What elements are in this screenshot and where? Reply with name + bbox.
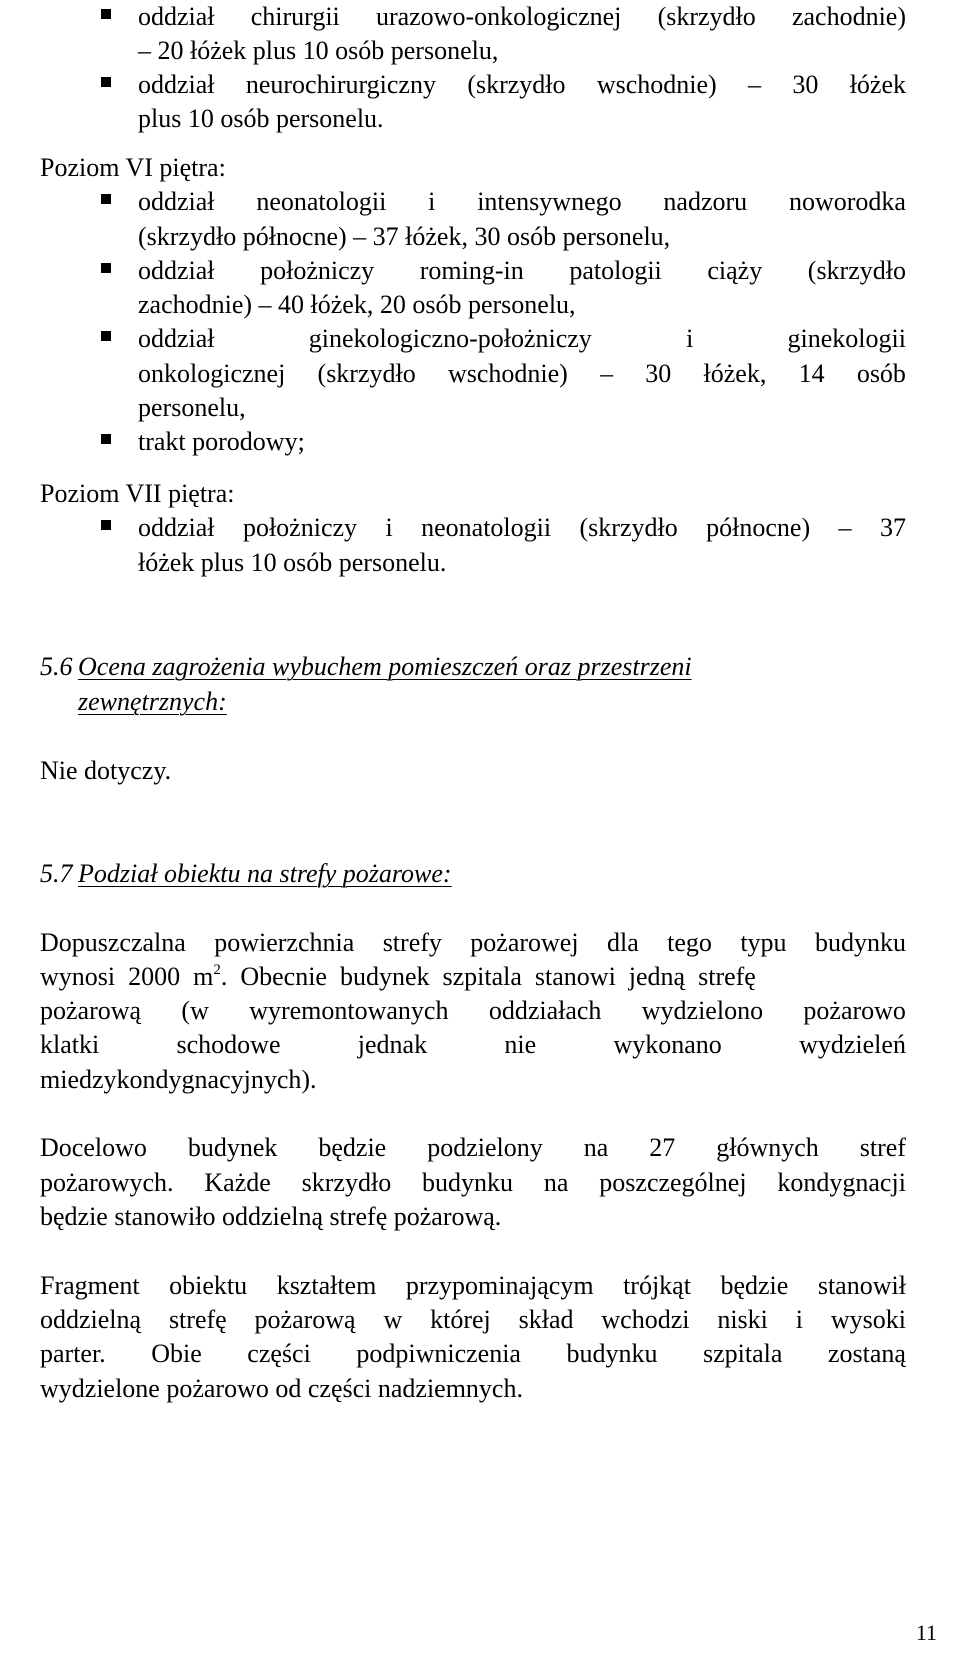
word: skład bbox=[518, 1305, 574, 1334]
word: – bbox=[838, 513, 852, 542]
word: powierzchnia bbox=[214, 928, 355, 957]
list-item-line: łóżek plus 10 osób personelu. bbox=[138, 548, 447, 577]
word: chirurgii bbox=[250, 2, 340, 31]
word: stref bbox=[859, 1133, 906, 1162]
word: onkologicznej bbox=[138, 359, 286, 388]
word: oddział bbox=[138, 2, 215, 31]
word: obiektu bbox=[169, 1271, 248, 1300]
text-span: . Obecnie budynek szpitala stanowi jedną strefę bbox=[220, 962, 756, 991]
list-item-line bbox=[138, 0, 906, 34]
word: oddział bbox=[138, 187, 215, 216]
word: wydzielono bbox=[641, 996, 764, 1025]
word: położniczy bbox=[260, 256, 375, 285]
word: trójkąt bbox=[623, 1271, 691, 1300]
word: budynku bbox=[566, 1339, 658, 1368]
list-item-line: personelu, bbox=[138, 393, 246, 422]
text-span: wynosi 2000 m bbox=[40, 962, 214, 991]
word: Każde bbox=[204, 1168, 271, 1197]
word: intensywnego bbox=[477, 187, 622, 216]
word: strefy bbox=[382, 928, 442, 957]
word: łóżek bbox=[849, 70, 906, 99]
word: w bbox=[383, 1305, 403, 1334]
word: i bbox=[385, 513, 393, 542]
word: noworodka bbox=[788, 187, 906, 216]
paragraph-line bbox=[40, 1303, 906, 1337]
word: urazowo-onkologicznej bbox=[375, 2, 622, 31]
word: północne) bbox=[706, 513, 811, 542]
list-item-line: – 20 łóżek plus 10 osób personelu, bbox=[138, 36, 499, 65]
word: położniczy bbox=[242, 513, 358, 542]
page-number: 11 bbox=[915, 1620, 937, 1645]
word: poszczególnej bbox=[599, 1168, 747, 1197]
section-number: 5.6 bbox=[40, 652, 73, 681]
paragraph-line bbox=[40, 960, 906, 994]
word: 14 bbox=[798, 359, 825, 388]
word: (skrzydło bbox=[579, 513, 678, 542]
word: schodowe bbox=[176, 1030, 281, 1059]
word: pożarowo bbox=[803, 996, 906, 1025]
bullet-square-icon bbox=[101, 9, 107, 21]
word: 37 bbox=[879, 513, 906, 542]
word: oddzielną bbox=[40, 1305, 142, 1334]
word: nadzoru bbox=[663, 187, 748, 216]
word: będzie bbox=[720, 1271, 789, 1300]
paragraph-line: Nie dotyczy. bbox=[40, 756, 172, 785]
word: zachodnie) bbox=[791, 2, 906, 31]
word: części bbox=[247, 1339, 311, 1368]
word: Dopuszczalna bbox=[40, 928, 186, 957]
section-number: 5.7 bbox=[40, 859, 73, 888]
word: podzielony bbox=[427, 1133, 543, 1162]
word: jednak bbox=[357, 1030, 428, 1059]
bullet-square-icon bbox=[101, 194, 107, 206]
word: zostaną bbox=[827, 1339, 906, 1368]
word: na bbox=[543, 1168, 569, 1197]
paragraph-line bbox=[40, 1028, 906, 1062]
paragraph-line: miedzykondygnacyjnych). bbox=[40, 1065, 317, 1094]
word: i bbox=[428, 187, 436, 216]
word: budynek bbox=[187, 1133, 278, 1162]
word: 27 bbox=[649, 1133, 676, 1162]
section-title: Ocena zagrożenia wybuchem pomieszczeń oraz przestrzeni bbox=[78, 652, 692, 681]
list-item-line: plus 10 osób personelu. bbox=[138, 104, 384, 133]
word: której bbox=[430, 1305, 491, 1334]
word: skrzydło bbox=[301, 1168, 392, 1197]
word: niski bbox=[717, 1305, 768, 1334]
section-title: zewnętrznych: bbox=[78, 687, 227, 716]
list-item-line bbox=[138, 254, 906, 288]
word: 30 bbox=[645, 359, 672, 388]
word: będzie bbox=[318, 1133, 387, 1162]
word: – bbox=[748, 70, 762, 99]
word: kształtem bbox=[276, 1271, 377, 1300]
word: osób bbox=[856, 359, 906, 388]
bullet-square-icon bbox=[101, 434, 107, 446]
word: oddział bbox=[138, 256, 215, 285]
word: oddział bbox=[138, 324, 215, 353]
word: szpitala bbox=[703, 1339, 783, 1368]
word: pożarową bbox=[254, 1305, 356, 1334]
list-item-line: zachodnie) – 40 łóżek, 20 osób personelu, bbox=[138, 290, 576, 319]
word: neurochirurgiczny bbox=[245, 70, 436, 99]
bullet-square-icon bbox=[101, 263, 107, 275]
word: (skrzydło bbox=[317, 359, 416, 388]
paragraph-line bbox=[40, 1269, 906, 1303]
word: – bbox=[600, 359, 614, 388]
paragraph-line bbox=[40, 1166, 906, 1200]
word: wysoki bbox=[830, 1305, 906, 1334]
word: budynku bbox=[814, 928, 906, 957]
word: łóżek, bbox=[703, 359, 767, 388]
word: 30 bbox=[792, 70, 819, 99]
word: patologii bbox=[569, 256, 662, 285]
word: wschodnie) bbox=[447, 359, 568, 388]
list-item-line bbox=[138, 357, 906, 391]
word: i bbox=[795, 1305, 803, 1334]
word: neonatologii bbox=[421, 513, 552, 542]
paragraph-line bbox=[40, 994, 906, 1028]
paragraph-line bbox=[40, 1337, 906, 1371]
bullet-square-icon bbox=[101, 520, 107, 532]
level-heading: Poziom VI piętra: bbox=[40, 153, 226, 182]
word: nie bbox=[504, 1030, 537, 1059]
word: podpiwniczenia bbox=[356, 1339, 521, 1368]
word: strefę bbox=[168, 1305, 227, 1334]
word: tego bbox=[667, 928, 712, 957]
word: pożarowych. bbox=[40, 1168, 174, 1197]
word: parter. bbox=[40, 1339, 106, 1368]
word: pożarowej bbox=[470, 928, 579, 957]
list-item-line bbox=[138, 185, 906, 219]
bullet-square-icon bbox=[101, 77, 107, 89]
word: wchodzi bbox=[601, 1305, 690, 1334]
word: przypominającym bbox=[405, 1271, 594, 1300]
word: oddział bbox=[138, 70, 215, 99]
bullet-square-icon bbox=[101, 331, 107, 343]
word: oddziałach bbox=[488, 996, 602, 1025]
word: ginekologiczno-położniczy bbox=[308, 324, 592, 353]
word: ciąży bbox=[707, 256, 763, 285]
word: na bbox=[583, 1133, 609, 1162]
level-heading: Poziom VII piętra: bbox=[40, 479, 235, 508]
word: oddział bbox=[138, 513, 215, 542]
word: wykonano bbox=[613, 1030, 722, 1059]
list-item-line: (skrzydło północne) – 37 łóżek, 30 osób personelu, bbox=[138, 222, 671, 251]
list-item-line: trakt porodowy; bbox=[138, 427, 305, 456]
word: Obie bbox=[151, 1339, 202, 1368]
word: roming-in bbox=[419, 256, 524, 285]
word: ginekologii bbox=[787, 324, 906, 353]
paragraph-line bbox=[40, 926, 906, 960]
word: klatki bbox=[40, 1030, 100, 1059]
paragraph-line: będzie stanowiło oddzielną strefę pożarową. bbox=[40, 1202, 502, 1231]
list-item-line bbox=[138, 68, 906, 102]
word: (skrzydło bbox=[467, 70, 566, 99]
word: (skrzydło bbox=[657, 2, 756, 31]
word: Docelowo bbox=[40, 1133, 147, 1162]
word: wydzieleń bbox=[799, 1030, 906, 1059]
word: wyremontowanych bbox=[249, 996, 449, 1025]
word: kondygnacji bbox=[777, 1168, 906, 1197]
word: głównych bbox=[716, 1133, 819, 1162]
word: neonatologii bbox=[256, 187, 387, 216]
word: (w bbox=[181, 996, 209, 1025]
word: pożarową bbox=[40, 996, 142, 1025]
word: (skrzydło bbox=[807, 256, 906, 285]
list-item-line bbox=[138, 322, 906, 356]
word: typu bbox=[740, 928, 787, 957]
list-item-line bbox=[138, 511, 906, 545]
paragraph-line bbox=[40, 1131, 906, 1165]
word: stanowił bbox=[817, 1271, 906, 1300]
paragraph-line: wydzielone pożarowo od części nadziemnych. bbox=[40, 1374, 523, 1403]
word: budynku bbox=[422, 1168, 514, 1197]
word: dla bbox=[606, 928, 639, 957]
word: Fragment bbox=[40, 1271, 140, 1300]
word: wschodnie) bbox=[596, 70, 717, 99]
word: i bbox=[686, 324, 694, 353]
superscript: 2 bbox=[213, 962, 221, 978]
section-title: Podział obiektu na strefy pożarowe: bbox=[78, 859, 452, 888]
